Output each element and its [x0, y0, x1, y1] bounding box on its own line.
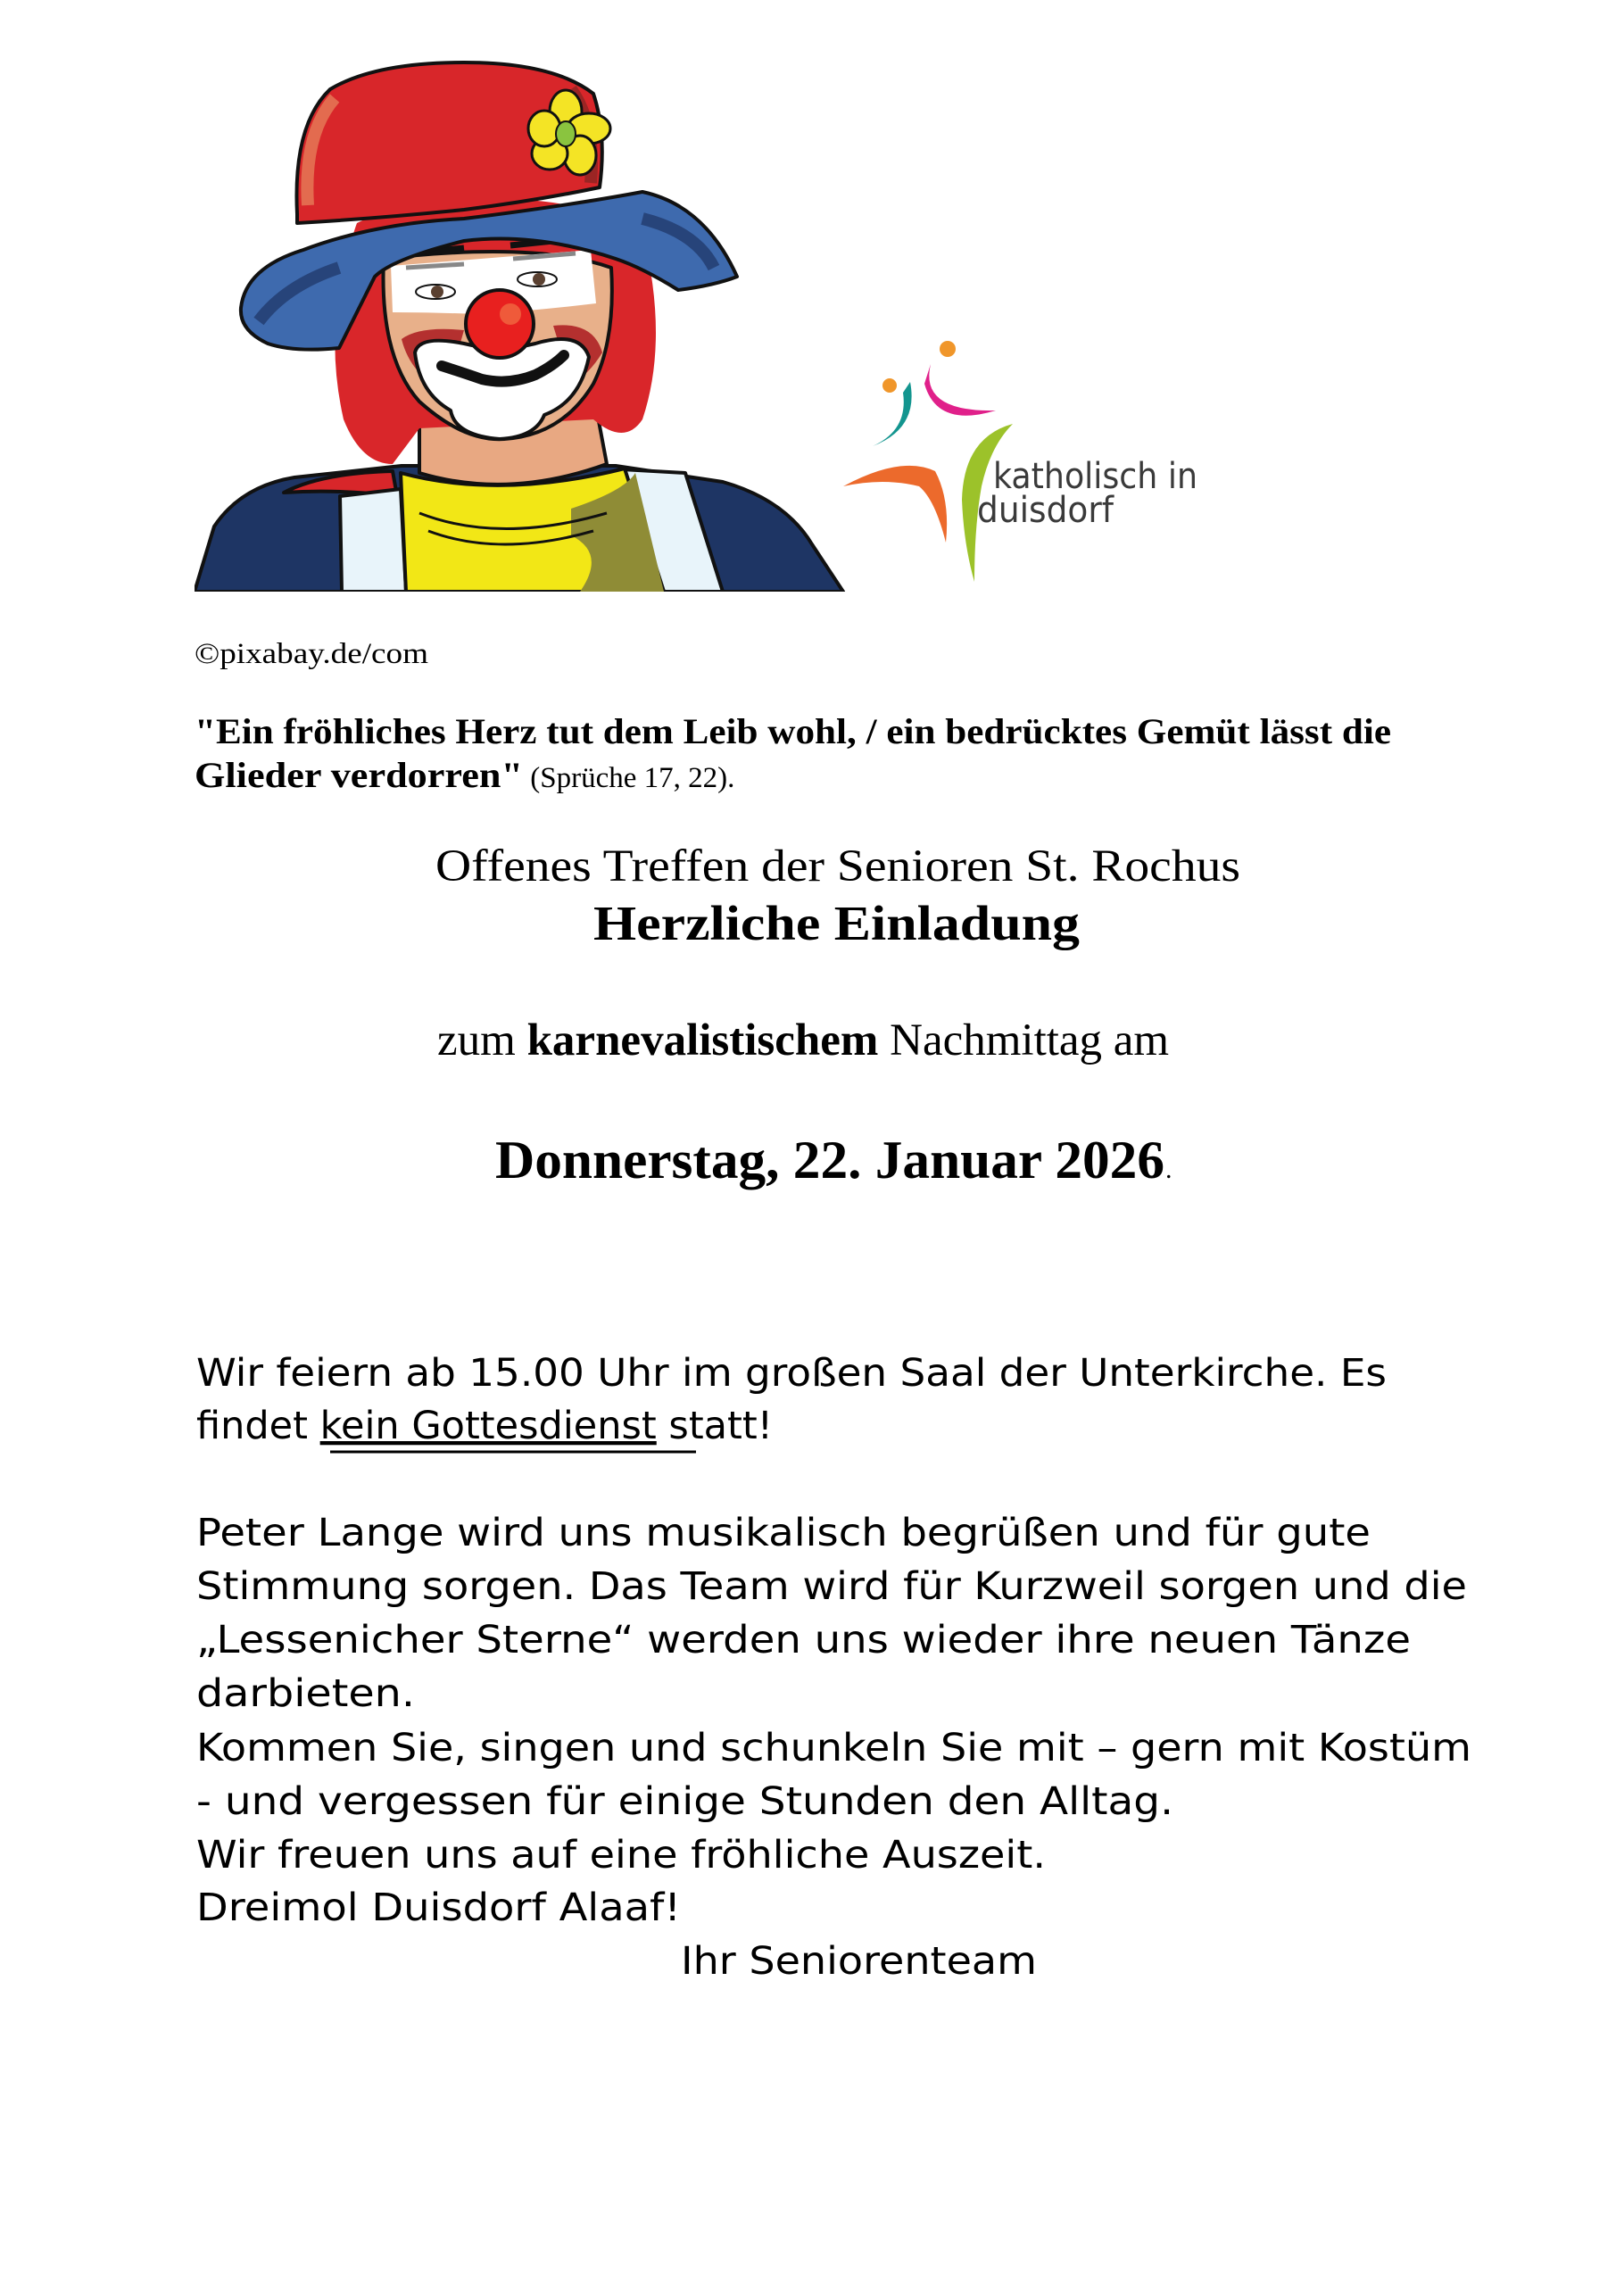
- event-intro-bold: karnevalistischem: [526, 1015, 879, 1065]
- body-p2-line-3: „Lessenicher Sterne“ werden uns wieder ihre neuen Tänze: [196, 1618, 1411, 1662]
- quote-line-1: "Ein fröhliches Herz tut dem Leib wohl, / ein bedrücktes Gemüt lässt die: [195, 711, 1391, 751]
- body-p1-line-2-post: statt!: [656, 1404, 773, 1448]
- event-subtitle: Offenes Treffen der Senioren St. Rochus: [435, 841, 1240, 891]
- event-date-suffix: .: [1165, 1155, 1172, 1184]
- event-intro-post: Nachmittag am: [878, 1015, 1170, 1065]
- quote-reference: (Sprüche 17, 22).: [523, 762, 735, 794]
- event-date: Donnerstag, 22. Januar 2026: [495, 1131, 1164, 1189]
- body-p2-line-1: Peter Lange wird uns musikalisch begrüßen und für gute: [196, 1511, 1371, 1555]
- event-intro-pre: zum: [437, 1015, 527, 1065]
- body-p2-line-5: Kommen Sie, singen und schunkeln Sie mit – gern mit Kostüm: [196, 1726, 1471, 1770]
- body-p2-line-2: Stimmung sorgen. Das Team wird für Kurzweil sorgen und die: [196, 1564, 1467, 1609]
- body-p1-line-1: Wir feiern ab 15.00 Uhr im großen Saal der Unterkirche. Es: [196, 1351, 1387, 1396]
- body-p1-line-2-pre: findet: [196, 1404, 320, 1448]
- signature: Ihr Seniorenteam: [681, 1939, 1037, 1984]
- body-p2-line-7: Wir freuen uns auf eine fröhliche Auszeit.: [196, 1833, 1046, 1877]
- logo-text-line2: duisdorf: [977, 490, 1114, 531]
- image-credit: ©pixabay.de/com: [195, 638, 429, 670]
- body-p1-line-2: [196, 1404, 773, 1448]
- event-intro: [437, 1015, 1169, 1065]
- quote-line-2-text: Glieder verdorren": [195, 755, 523, 795]
- body-p2-line-6: - und vergessen für einige Stunden den Alltag.: [196, 1779, 1173, 1824]
- logo-text-line1: katholisch in: [993, 456, 1197, 497]
- no-service-notice: kein Gottesdienst: [319, 1404, 657, 1448]
- quote-line-2: [195, 755, 734, 795]
- body-p2-line-8: Dreimol Duisdorf Alaaf!: [196, 1886, 681, 1930]
- event-title: Herzliche Einladung: [593, 896, 1080, 950]
- body-p2-line-4: darbieten.: [196, 1671, 415, 1716]
